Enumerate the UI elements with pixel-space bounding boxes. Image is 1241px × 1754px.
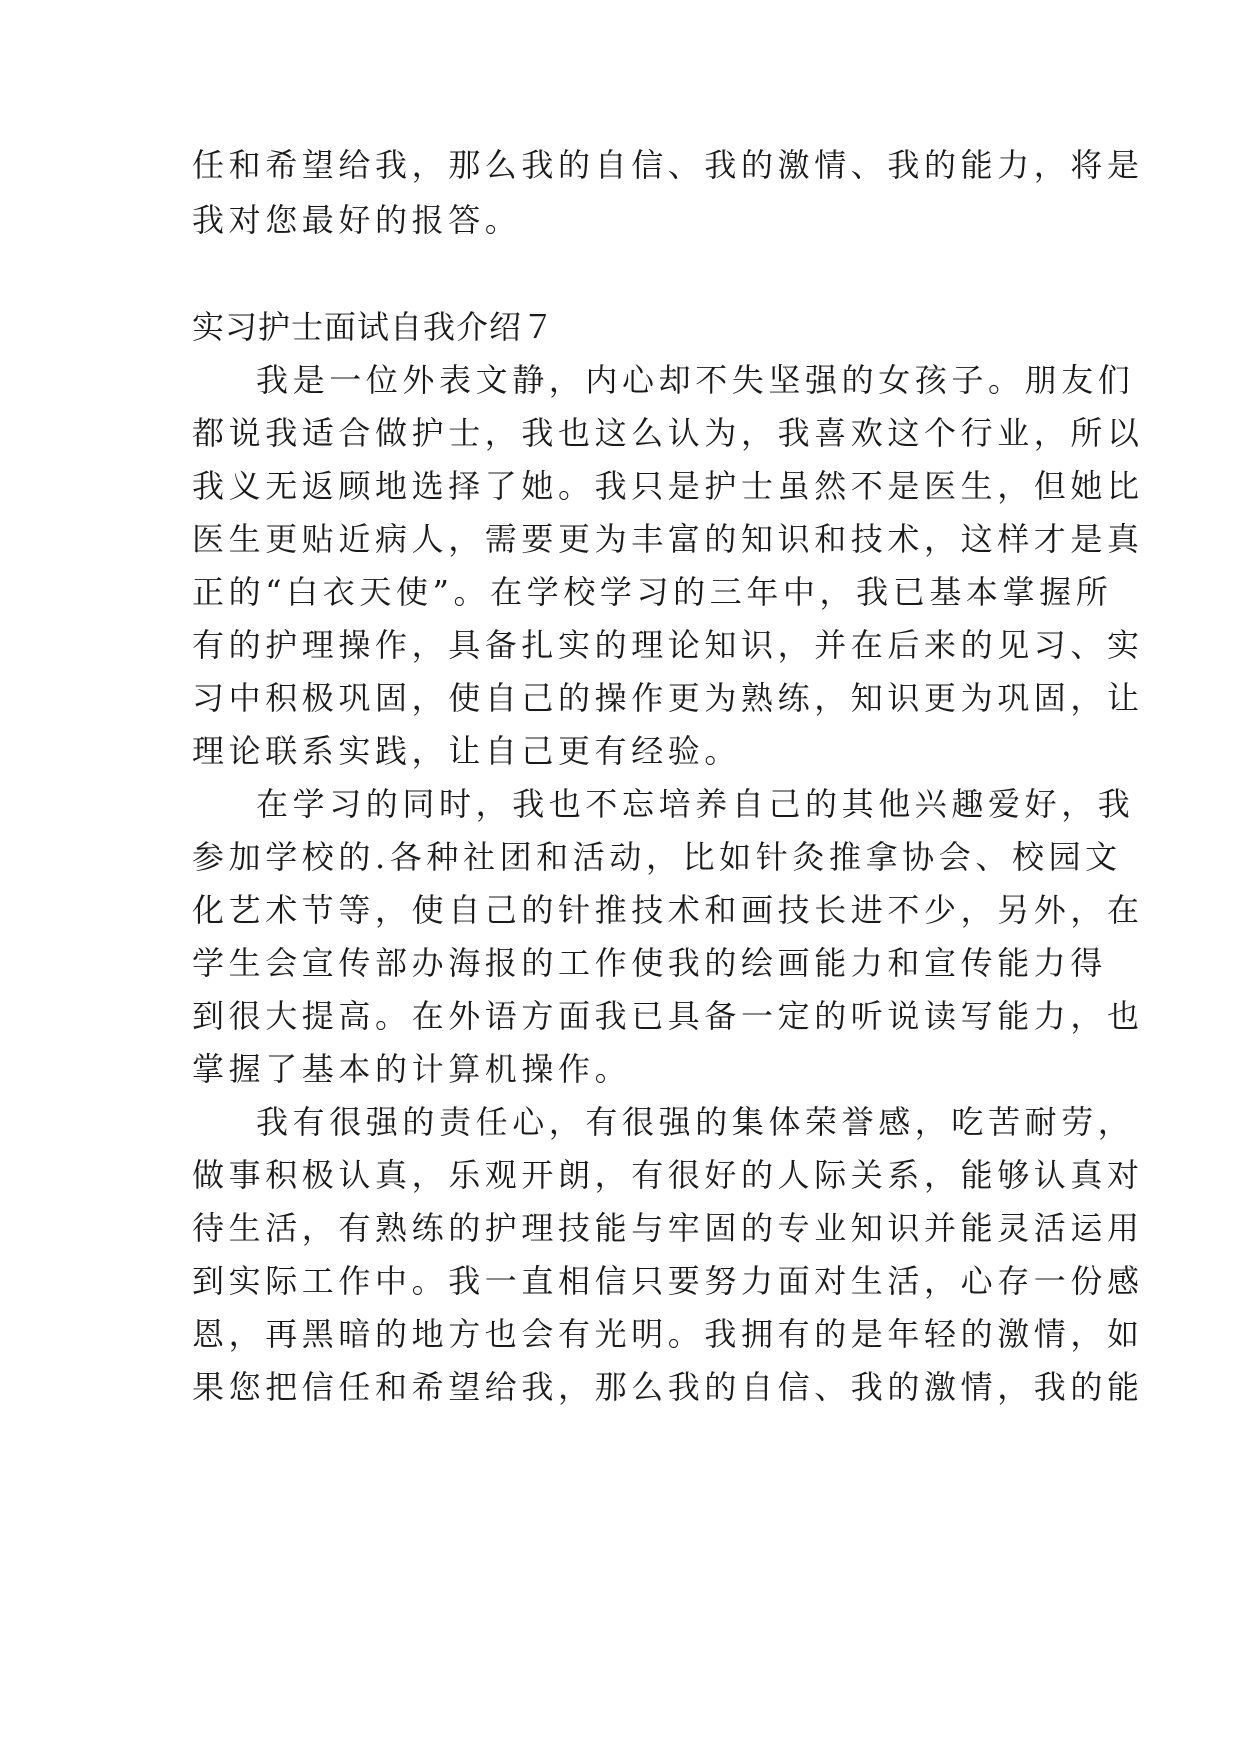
- paragraph-2-line: 化艺术节等，使自己的针推技术和画技长进不少，另外，在: [192, 891, 1144, 929]
- paragraph-3-line: 做事积极认真，乐观开朗，有很好的人际关系，能够认真对: [192, 1156, 1144, 1194]
- paragraph-2-line: 掌握了基本的计算机操作。: [192, 1050, 632, 1088]
- paragraph-1-line: 习中积极巩固，使自己的操作更为熟练，知识更为巩固，让: [192, 679, 1144, 717]
- paragraph-1-line: 我义无返顾地选择了她。我只是护士虽然不是医生，但她比: [192, 467, 1144, 505]
- section-heading: 实习护士面试自我介绍７: [192, 308, 556, 346]
- paragraph-1-line: 正的“白衣天使”。在学校学习的三年中，我已基本掌握所: [192, 573, 1113, 611]
- paragraph-3-line: 果您把信任和希望给我，那么我的自信、我的激情，我的能: [192, 1368, 1144, 1406]
- paragraph-3-line: 恩，再黑暗的地方也会有光明。我拥有的是年轻的激情，如: [192, 1315, 1144, 1353]
- intro-line: 任和希望给我，那么我的自信、我的激情、我的能力，将是: [192, 146, 1144, 184]
- intro-line: 我对您最好的报答。: [192, 201, 522, 239]
- paragraph-2-line: 参加学校的.各种社团和活动，比如针灸推拿协会、校园文: [192, 838, 1122, 876]
- paragraph-3-line: 到实际工作中。我一直相信只要努力面对生活，心存一份感: [192, 1262, 1144, 1300]
- paragraph-1-line: 理论联系实践，让自己更有经验。: [192, 732, 742, 770]
- paragraph-2-line: 学生会宣传部办海报的工作使我的绘画能力和宣传能力得: [192, 944, 1108, 982]
- paragraph-1-line: 我是一位外表文静，内心却不失坚强的女孩子。朋友们: [256, 361, 1135, 399]
- paragraph-1-line: 都说我适合做护士，我也这么认为，我喜欢这个行业，所以: [192, 414, 1144, 452]
- paragraph-3-line: 我有很强的责任心，有很强的集体荣誉感，吃苦耐劳，: [256, 1103, 1135, 1141]
- paragraph-3-line: 待生活，有熟练的护理技能与牢固的专业知识并能灵活运用: [192, 1209, 1144, 1247]
- paragraph-1-line: 医生更贴近病人，需要更为丰富的知识和技术，这样才是真: [192, 520, 1144, 558]
- paragraph-2-line: 到很大提高。在外语方面我已具备一定的听说读写能力，也: [192, 997, 1144, 1035]
- paragraph-2-line: 在学习的同时，我也不忘培养自己的其他兴趣爱好，我: [256, 785, 1135, 823]
- paragraph-1-line: 有的护理操作，具备扎实的理论知识，并在后来的见习、实: [192, 626, 1144, 664]
